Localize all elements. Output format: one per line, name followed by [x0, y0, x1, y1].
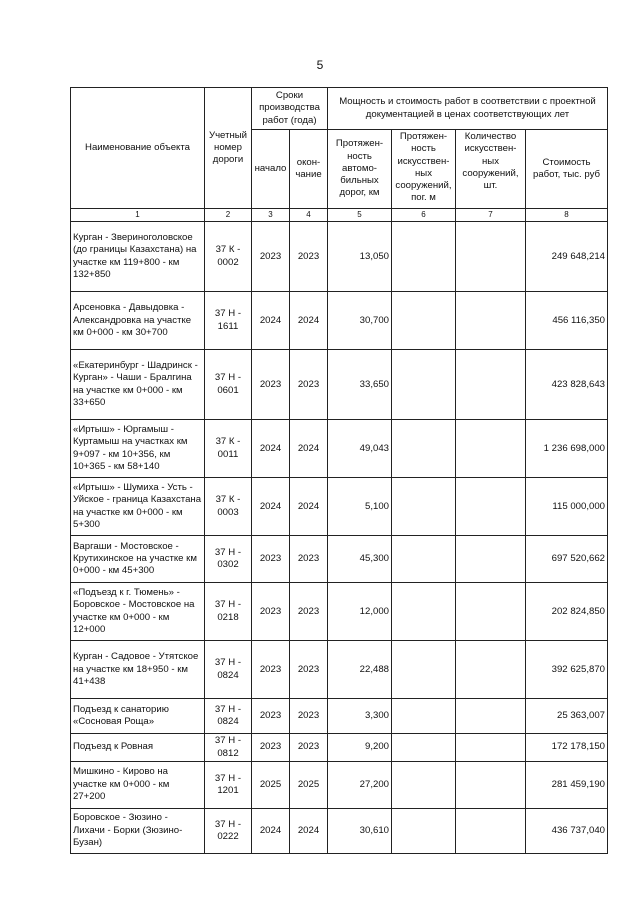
end-year: 2024	[290, 478, 328, 536]
end-year: 2024	[290, 808, 328, 853]
start-year: 2023	[252, 734, 290, 762]
cost: 697 520,662	[526, 536, 608, 583]
structures-count	[456, 734, 526, 762]
cost: 202 824,850	[526, 583, 608, 641]
road-length: 30,700	[328, 292, 392, 350]
end-year: 2023	[290, 222, 328, 292]
table-row	[71, 761, 608, 808]
road-number: 37 Н - 1611	[205, 292, 252, 350]
object-name: «Иртыш» - Шумиха - Усть - Уйское - граница Казахстана на участке км 0+000 - км 5+300	[71, 478, 205, 536]
object-name: Варгаши - Мостовское - Крутихинское на участке км 0+000 - км 45+300	[71, 536, 205, 583]
cost: 172 178,150	[526, 734, 608, 762]
road-length: 49,043	[328, 420, 392, 478]
road-number: 37 Н - 0218	[205, 583, 252, 641]
column-number: 1	[71, 209, 205, 222]
road-number: 37 Н - 0812	[205, 734, 252, 762]
header-structures-count: Количество искусствен-ных сооружений, шт.	[456, 130, 526, 209]
road-number: 37 К - 0003	[205, 478, 252, 536]
road-length: 30,610	[328, 808, 392, 853]
road-length: 27,200	[328, 761, 392, 808]
structures-count	[456, 761, 526, 808]
table-row	[71, 420, 608, 478]
road-length: 33,650	[328, 350, 392, 420]
table-row	[71, 222, 608, 292]
structures-count	[456, 478, 526, 536]
cost: 25 363,007	[526, 699, 608, 734]
end-year: 2024	[290, 292, 328, 350]
structures-length	[392, 292, 456, 350]
end-year: 2023	[290, 536, 328, 583]
column-number: 3	[252, 209, 290, 222]
structures-length	[392, 699, 456, 734]
road-number: 37 Н - 0824	[205, 641, 252, 699]
header-road-number: Учетный номер дороги	[205, 88, 252, 209]
structures-count	[456, 641, 526, 699]
end-year: 2024	[290, 420, 328, 478]
road-length: 12,000	[328, 583, 392, 641]
structures-count	[456, 222, 526, 292]
cost: 1 236 698,000	[526, 420, 608, 478]
header-end: окон-чание	[290, 130, 328, 209]
cost: 115 000,000	[526, 478, 608, 536]
structures-length	[392, 583, 456, 641]
cost: 281 459,190	[526, 761, 608, 808]
header-road-length: Протяжен-ность автомо-бильных дорог, км	[328, 130, 392, 209]
end-year: 2023	[290, 583, 328, 641]
header-structures-length: Протяжен-ность искусствен-ных сооружений, пог. м	[392, 130, 456, 209]
object-name: «Екатеринбург - Шадринск - Курган» - Чаши - Бралгина на участке км 0+000 - км 33+650	[71, 350, 205, 420]
table-row	[71, 808, 608, 853]
table-row	[71, 734, 608, 762]
table-row	[71, 350, 608, 420]
start-year: 2023	[252, 641, 290, 699]
road-number: 37 Н - 0824	[205, 699, 252, 734]
page-number: 5	[316, 58, 324, 72]
works-table	[70, 87, 608, 854]
object-name: Курган - Садовое - Утятское на участке км 18+950 - км 41+438	[71, 641, 205, 699]
object-name: Боровское - Зюзино - Лихачи - Борки (Зюзино-Бузан)	[71, 808, 205, 853]
start-year: 2024	[252, 292, 290, 350]
end-year: 2023	[290, 734, 328, 762]
object-name: Курган - Звериноголовское (до границы Казахстана) на участке км 119+800 - км 132+850	[71, 222, 205, 292]
road-length: 13,050	[328, 222, 392, 292]
cost: 456 116,350	[526, 292, 608, 350]
column-number: 8	[526, 209, 608, 222]
end-year: 2025	[290, 761, 328, 808]
table-row	[71, 292, 608, 350]
header-terms: Сроки производства работ (года)	[252, 88, 328, 130]
structures-count	[456, 420, 526, 478]
start-year: 2023	[252, 583, 290, 641]
road-length: 9,200	[328, 734, 392, 762]
road-length: 22,488	[328, 641, 392, 699]
road-length: 5,100	[328, 478, 392, 536]
end-year: 2023	[290, 641, 328, 699]
cost: 423 828,643	[526, 350, 608, 420]
end-year: 2023	[290, 350, 328, 420]
road-length: 3,300	[328, 699, 392, 734]
road-number: 37 К - 0011	[205, 420, 252, 478]
structures-length	[392, 420, 456, 478]
column-number: 6	[392, 209, 456, 222]
table-row	[71, 583, 608, 641]
road-number: 37 Н - 0222	[205, 808, 252, 853]
start-year: 2023	[252, 222, 290, 292]
object-name: «Подъезд к г. Тюмень» - Боровское - Мостовское на участке км 0+000 - км 12+000	[71, 583, 205, 641]
structures-count	[456, 699, 526, 734]
structures-length	[392, 641, 456, 699]
header-start: начало	[252, 130, 290, 209]
road-number: 37 Н - 1201	[205, 761, 252, 808]
structures-count	[456, 536, 526, 583]
start-year: 2024	[252, 808, 290, 853]
start-year: 2025	[252, 761, 290, 808]
structures-length	[392, 350, 456, 420]
road-number: 37 К - 0002	[205, 222, 252, 292]
structures-count	[456, 808, 526, 853]
table-row	[71, 699, 608, 734]
structures-count	[456, 350, 526, 420]
road-number: 37 Н - 0302	[205, 536, 252, 583]
object-name: Подъезд к Ровная	[71, 734, 205, 762]
cost: 392 625,870	[526, 641, 608, 699]
structures-count	[456, 292, 526, 350]
structures-length	[392, 761, 456, 808]
structures-length	[392, 734, 456, 762]
object-name: Мишкино - Кирово на участке км 0+000 - км 27+200	[71, 761, 205, 808]
structures-count	[456, 583, 526, 641]
column-number: 4	[290, 209, 328, 222]
cost: 436 737,040	[526, 808, 608, 853]
column-number: 2	[205, 209, 252, 222]
table-row	[71, 478, 608, 536]
start-year: 2024	[252, 478, 290, 536]
column-number: 5	[328, 209, 392, 222]
start-year: 2023	[252, 699, 290, 734]
structures-length	[392, 222, 456, 292]
structures-length	[392, 808, 456, 853]
road-length: 45,300	[328, 536, 392, 583]
structures-length	[392, 478, 456, 536]
table-row	[71, 641, 608, 699]
header-name: Наименование объекта	[71, 88, 205, 209]
object-name: «Иртыш» - Юргамыш - Куртамыш на участках км 9+097 - км 10+356, км 10+365 - км 58+140	[71, 420, 205, 478]
end-year: 2023	[290, 699, 328, 734]
object-name: Подъезд к санаторию «Сосновая Роща»	[71, 699, 205, 734]
start-year: 2023	[252, 536, 290, 583]
cost: 249 648,214	[526, 222, 608, 292]
header-cost: Стоимость работ, тыс. руб	[526, 130, 608, 209]
road-number: 37 Н - 0601	[205, 350, 252, 420]
table-row	[71, 536, 608, 583]
structures-length	[392, 536, 456, 583]
start-year: 2024	[252, 420, 290, 478]
header-capacity: Мощность и стоимость работ в соответствии с проектной документацией в ценах соответствующих лет	[328, 88, 608, 130]
column-number-row	[71, 209, 608, 222]
object-name: Арсеновка - Давыдовка - Александровка на участке км 0+000 - км 30+700	[71, 292, 205, 350]
column-number: 7	[456, 209, 526, 222]
start-year: 2023	[252, 350, 290, 420]
